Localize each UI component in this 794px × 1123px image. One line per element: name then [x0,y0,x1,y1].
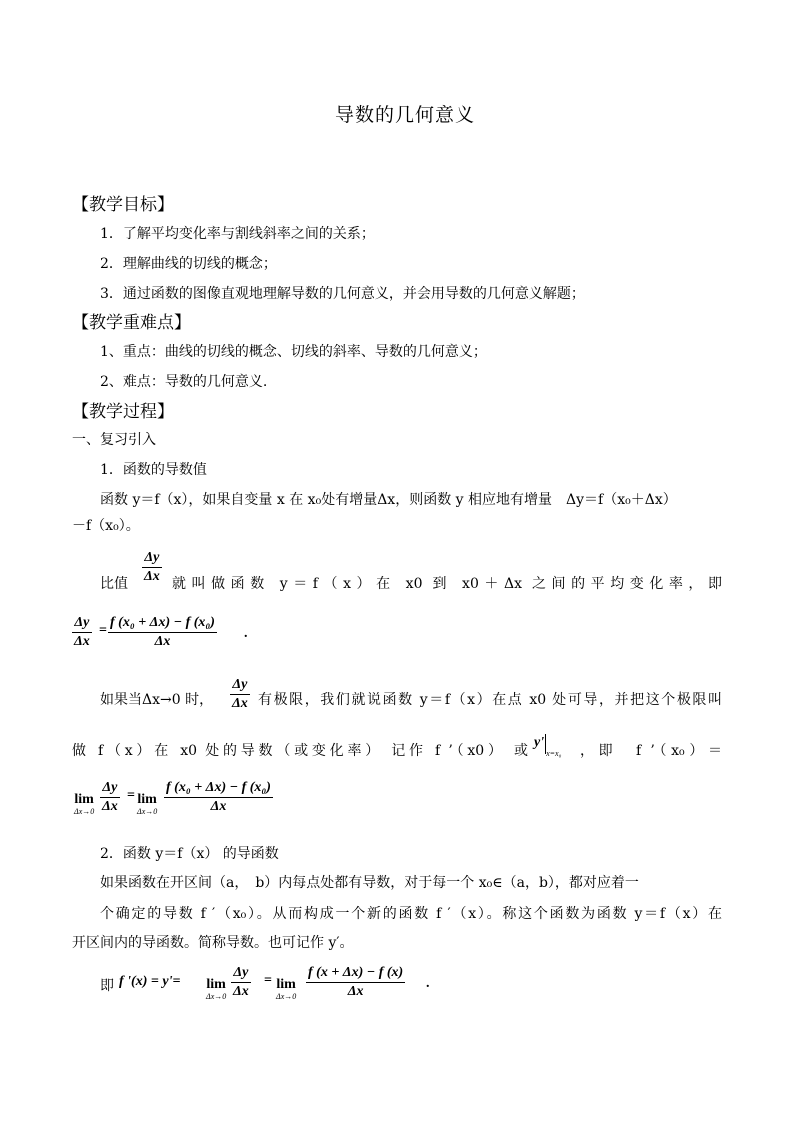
formula-1-lhs [72,614,92,651]
formula-3-rhs [306,964,405,1001]
formula-3-lhs: f '(x) = y'= [119,974,181,989]
part-1-heading: 一、复习引入 [72,432,156,448]
paragraph-2-text: 就叫做函数 y＝f（x）在 x0 到 x0＋Δx 之间的平均变化率，即 [172,576,722,592]
limit-ratio-den: Δx [232,696,248,711]
lim-word: lim [206,977,226,992]
goal-item-2: 2．理解曲线的切线的概念； [100,256,277,272]
sub-heading-2: 2．函数 y＝f（x） 的导函数 [100,846,279,862]
limit-ratio-num: Δy [232,677,248,692]
formula-2-rhs [164,779,273,816]
paragraph-4-text: 做 f（x）在 x0 处的导数（或变化率） 记作 f ’（x0） 或 [72,743,528,759]
paragraph-3-text: 有极限，我们就说函数 y＝f（x）在点 x0 处可导，并把这个极限叫 [258,692,722,708]
formula-2-ratio [100,779,120,816]
formula-2-rhs-num: f (x₀ + Δx) − f (x₀) [166,780,271,795]
goals-heading: 【教学目标】 [72,195,174,215]
formula-2-ratio-den: Δx [102,799,118,814]
eval-subscript: x=x₀ [546,749,562,758]
lim-under: Δx→0 [137,807,158,816]
formula-1-eq: = [99,623,107,638]
formula-2-ratio-num: Δy [102,780,118,795]
limit-operator-4 [276,977,296,1001]
lim-under: Δx→0 [276,992,297,1001]
sub-heading-1: 1．函数的导数值 [100,462,207,478]
formula-2-eq: = [127,788,135,803]
limit-operator-1 [74,792,94,816]
lim-word: lim [137,792,157,807]
y-prime-eval [534,734,561,758]
lim-word: lim [276,977,296,992]
formula-2-rhs-den: Δx [210,799,227,814]
formula-1-rhs-num: f (x₀ + Δx) − f (x₀) [110,615,215,630]
paragraph-1-line-2: －f（x₀）。 [72,518,140,534]
goal-item-3: 3．通过函数的图像直观地理解导数的几何意义，并会用导数的几何意义解题； [100,286,585,302]
paragraph-5-line-3: 开区间内的导函数。简称导数。也可记作 y′。 [72,935,354,951]
formula-1-rhs-den: Δx [154,634,171,649]
lim-under: Δx→0 [74,807,95,816]
formula-3-rhs-den: Δx [347,984,364,999]
y-prime-symbol: y' [534,735,545,750]
paragraph-6-prefix: 即 [100,978,114,994]
paragraph-5-line-2: 个确定的导数 f ′（x₀）。从而构成一个新的函数 f ′（x）。称这个函数为函数 y＝f（x）在 [100,906,722,922]
limit-operator-2 [137,792,157,816]
lim-word: lim [74,792,94,807]
paragraph-2-prefix: 比值 [100,576,128,592]
paragraph-4-tail: ，即 f ’（x₀）＝ [580,743,722,759]
ratio-denominator: Δx [144,569,160,584]
ratio-numerator: Δy [144,550,160,565]
formula-3-ratio-den: Δx [233,984,249,999]
formula-1-rhs [108,614,217,651]
process-heading: 【教学过程】 [72,402,174,422]
paragraph-5-line-1: 如果函数在开区间（a， b）内每点处都有导数，对于每一个 x₀∈（a，b），都对应着一 [100,875,639,891]
key-point-2: 2、难点：导数的几何意义. [100,374,268,390]
formula-3-ratio-num: Δy [233,965,249,980]
key-points-heading: 【教学重难点】 [72,313,191,333]
paragraph-1-line-1: 函数 y＝f（x），如果自变量 x 在 x₀处有增量Δx，则函数 y 相应地有增量 Δy＝f（x₀＋Δx） [100,492,677,508]
formula-3-rhs-num: f (x + Δx) − f (x) [308,965,404,980]
limit-operator-3 [206,977,226,1001]
formula-1-lhs-den: Δx [74,634,90,649]
formula-1-lhs-num: Δy [74,615,90,630]
formula-3-eq: = [264,973,272,988]
formula-1-dot: . [244,626,248,641]
limit-ratio-fraction [230,676,250,713]
formula-3-period: . [426,976,430,991]
formula-3-ratio [231,964,251,1001]
lim-under: Δx→0 [206,992,227,1001]
ratio-fraction [142,549,162,586]
page-title: 导数的几何意义 [335,104,476,126]
paragraph-3-prefix: 如果当Δx→0 时， [100,692,214,708]
key-point-1: 1、重点：曲线的切线的概念、切线的斜率、导数的几何意义； [100,344,487,360]
goal-item-1: 1．了解平均变化率与割线斜率之间的关系； [100,226,375,242]
